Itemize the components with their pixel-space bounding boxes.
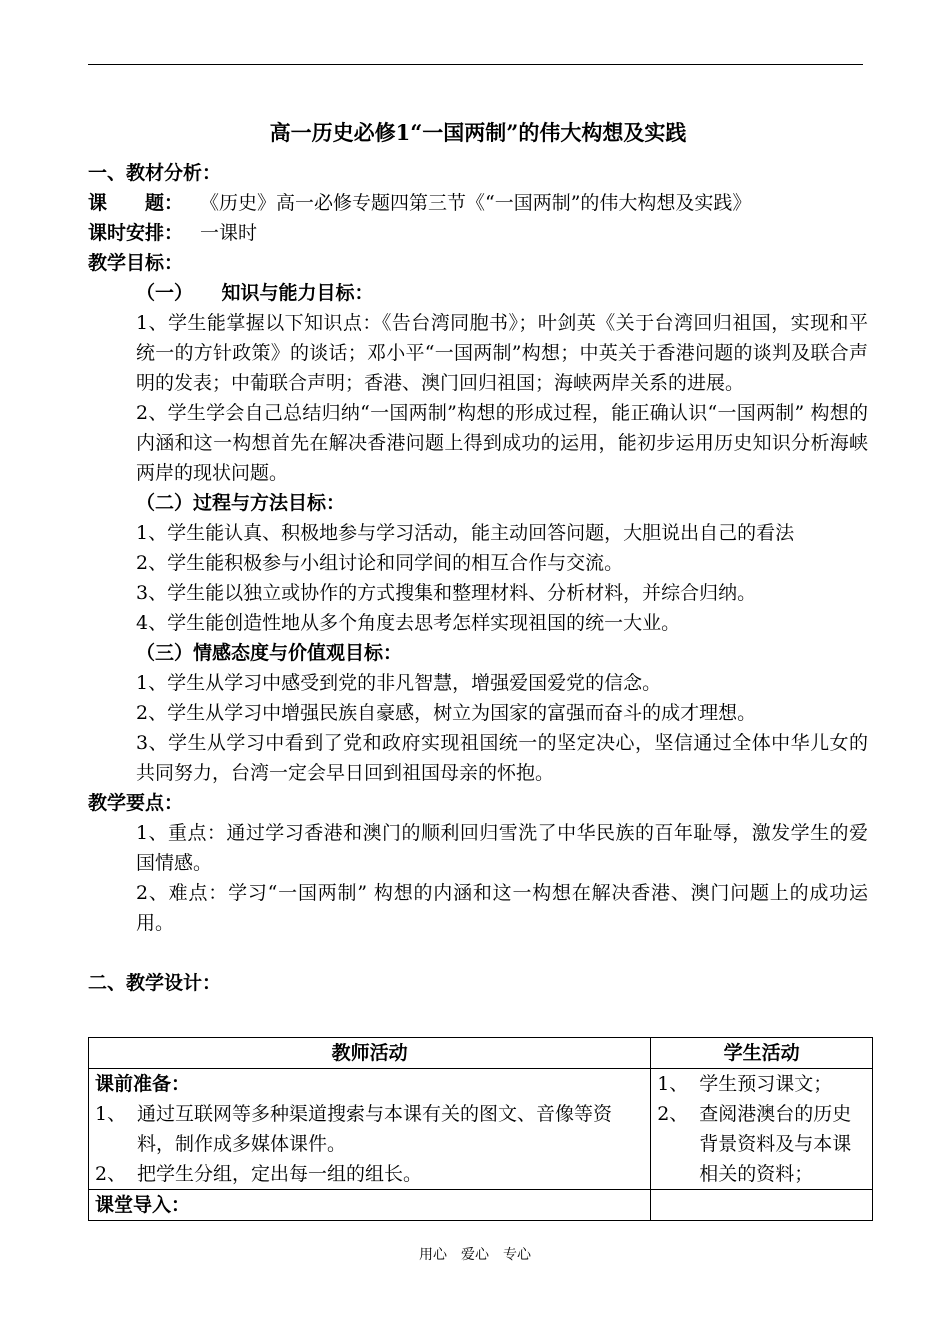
list-number: 1、: [657, 1073, 689, 1095]
list-text: 学生预习课文；: [699, 1073, 833, 1095]
schedule-label: 课时安排：: [88, 222, 184, 244]
header-rule: [88, 64, 863, 65]
objective-knowledge-item: 2、学生学会自己总结归纳“一国两制”构想的形成过程，能正确认识“一国两制” 构想的内涵和这一构想首先在解决香港问题上得到成功的运用，能初步运用历史知识分析海峡两岸的现状问题。: [136, 402, 868, 484]
schedule-row: [88, 218, 868, 248]
student-activity-header: 学生活动: [651, 1038, 873, 1069]
objective-knowledge-item: 1、学生能掌握以下知识点：《告台湾同胞书》；叶剑英《关于台湾回归祖国，实现和平统一的方针政策》的谈话；邓小平“一国两制”构想；中英关于香港问题的谈判及联合声明的发表；中葡联合声明；香港、澳门回归祖国；海峡两岸关系的进展。: [136, 312, 868, 394]
page-footer: 用心 爱心 专心: [419, 1247, 531, 1263]
list-text: 通过互联网等多种渠道搜索与本课有关的图文、音像等资料，制作成多媒体课件。: [137, 1103, 613, 1155]
schedule-value: 一课时: [200, 222, 258, 244]
keypoint-item: 2、难点：学习“一国两制” 构想的内涵和这一构想在解决香港、澳门问题上的成功运用。: [136, 882, 868, 934]
table-header-row: [89, 1038, 873, 1069]
teacher-activity-cell: [89, 1190, 651, 1221]
list-number: 2、: [657, 1103, 689, 1125]
objective-knowledge-heading: （一） 知识与能力目标：: [136, 282, 374, 304]
objective-process-item: 3、学生能以独立或协作的方式搜集和整理材料、分析材料，并综合归纳。: [136, 582, 757, 604]
student-activity-cell: [651, 1190, 873, 1221]
objective-values-item: 2、学生从学习中增强民族自豪感，树立为国家的富强而奋斗的成才理想。: [136, 702, 757, 724]
teacher-activity-header: 教师活动: [89, 1038, 651, 1069]
keypoints-heading: 教学要点：: [88, 792, 184, 814]
list-item: [95, 1099, 644, 1159]
table-row: [89, 1069, 873, 1190]
objectives-heading: 教学目标：: [88, 252, 184, 274]
list-text: 查阅港澳台的历史背景资料及与本课相关的资料；: [699, 1103, 852, 1185]
list-item: [657, 1069, 866, 1099]
section-heading-analysis: 一、教材分析：: [88, 162, 222, 184]
topic-row: [88, 188, 868, 218]
spacer: [88, 938, 868, 968]
keypoint-item: 1、重点：通过学习香港和澳门的顺利回归雪洗了中华民族的百年耻辱，激发学生的爱国情感。: [136, 822, 868, 874]
list-text: 把学生分组，定出每一组的组长。: [137, 1163, 423, 1185]
student-activity-cell: [651, 1069, 873, 1190]
list-item: [95, 1159, 644, 1189]
list-item: [657, 1099, 866, 1189]
topic-label: 课 题：: [88, 192, 184, 214]
objective-process-item: 2、学生能积极参与小组讨论和同学间的相互合作与交流。: [136, 552, 624, 574]
objective-process-item: 1、学生能认真、积极地参与学习活动，能主动回答问题，大胆说出自己的看法: [136, 522, 795, 544]
list-number: 2、: [95, 1163, 127, 1185]
document-body: [88, 118, 868, 998]
objective-values-heading: （三）情感态度与价值观目标：: [136, 642, 403, 664]
objective-process-heading: （二）过程与方法目标：: [136, 492, 346, 514]
objective-values-item: 3、学生从学习中看到了党和政府实现祖国统一的坚定决心，坚信通过全体中华儿女的共同努力，台湾一定会早日回到祖国母亲的怀抱。: [136, 732, 868, 784]
section-heading-design: 二、教学设计：: [88, 972, 222, 994]
preparation-heading: 课前准备：: [95, 1073, 191, 1095]
teaching-design-table: [88, 1037, 873, 1221]
list-number: 1、: [95, 1103, 127, 1125]
objective-values-item: 1、学生从学习中感受到党的非凡智慧，增强爱国爱党的信念。: [136, 672, 662, 694]
intro-heading: 课堂导入：: [95, 1194, 191, 1216]
topic-value: 《历史》高一必修专题四第三节《“一国两制”的伟大构想及实践》: [200, 192, 752, 214]
document-title: 高一历史必修1“一国两制”的伟大构想及实践: [269, 120, 687, 145]
objective-process-item: 4、学生能创造性地从多个角度去思考怎样实现祖国的统一大业。: [136, 612, 681, 634]
teacher-activity-cell: [89, 1069, 651, 1190]
table-row: [89, 1190, 873, 1221]
